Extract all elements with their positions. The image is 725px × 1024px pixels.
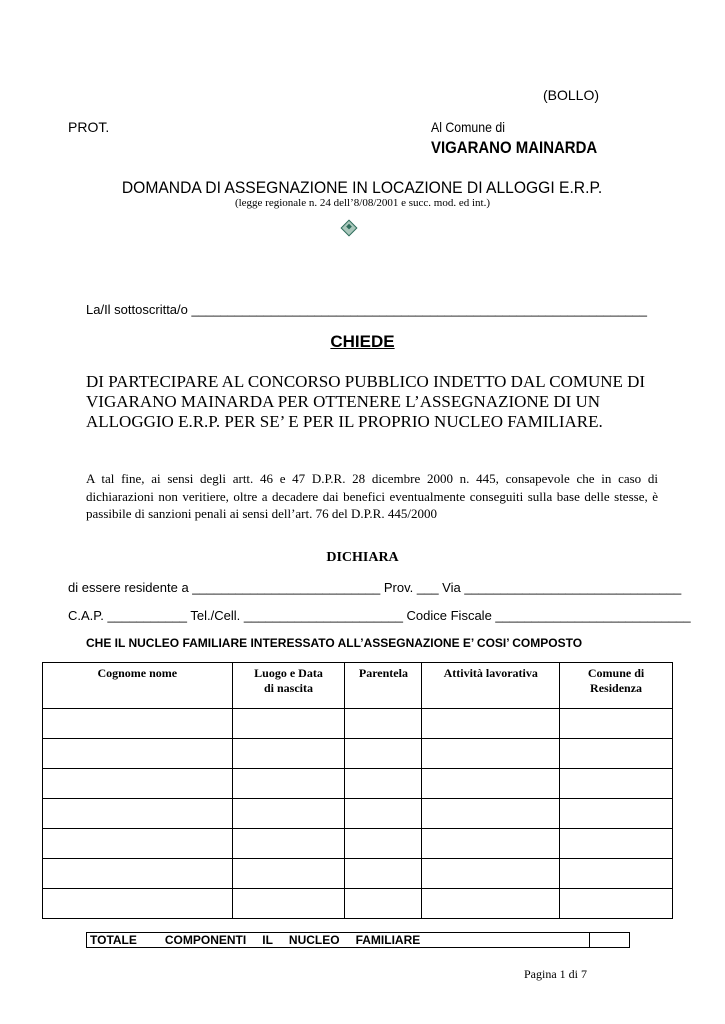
totale-word: IL [262,933,273,947]
totale-word: TOTALE [90,933,137,947]
table-cell[interactable] [560,739,673,769]
page-number: Pagina 1 di 7 [524,967,587,981]
document-title [0,178,725,198]
table-cell[interactable] [345,859,422,889]
table-cell[interactable] [560,889,673,919]
table-cell[interactable] [43,709,233,739]
table-cell[interactable] [232,799,345,829]
table-row [43,859,673,889]
table-cell[interactable] [232,709,345,739]
family-table [42,662,673,919]
table-cell[interactable] [422,859,560,889]
table-cell[interactable] [232,739,345,769]
table-cell[interactable] [345,799,422,829]
contact-line[interactable]: C.A.P. ___________ Tel./Cell. ______________________ Codice Fiscale ___________________________ [68,608,691,623]
table-row [43,889,673,919]
family-heading: CHE IL NUCLEO FAMILIARE INTERESSATO ALL’ASSEGNAZIONE E’ COSI’ COMPOSTO [86,636,583,650]
table-cell[interactable] [43,829,233,859]
bollo-label: (BOLLO) [543,87,600,103]
declaration-text: A tal fine, ai sensi degli artt. 46 e 47 D.P.R. 28 dicembre 2000 n. 445, consapevole che in caso di dichiarazioni non veritiere, oltre a decadere dai benefici eventualmente conseguiti sulla base delle stesse, è passibile di sanzioni penali ai sensi dell’art. 76 del D.P.R. 445/2000 [86,471,658,521]
table-cell[interactable] [43,799,233,829]
applicant-line [86,302,647,317]
totale-word: COMPONENTI [164,933,247,947]
table-cell[interactable] [232,769,345,799]
table-cell[interactable] [345,769,422,799]
table-cell[interactable] [560,769,673,799]
table-cell[interactable] [422,769,560,799]
totale-table [86,932,630,948]
residence-line[interactable]: di essere residente a __________________________ Prov. ___ Via ______________________________ [68,580,682,595]
table-cell[interactable] [422,709,560,739]
table-cell[interactable] [560,859,673,889]
al-comune-label: Al Comune di [431,119,505,135]
table-row [43,799,673,829]
table-row [43,829,673,859]
table-cell[interactable] [43,859,233,889]
chiede-heading: CHIEDE [330,332,395,351]
totale-word: NUCLEO [288,933,340,947]
table-cell[interactable] [232,889,345,919]
table-cell[interactable] [345,829,422,859]
column-header [232,663,345,709]
table-cell[interactable] [232,859,345,889]
table-cell[interactable] [43,739,233,769]
dichiara-heading: DICHIARA [326,550,399,565]
table-cell[interactable] [43,889,233,919]
applicant-name-field[interactable]: _______________________________________________________________ [191,302,648,317]
chiede-paragraph: DI PARTECIPARE AL CONCORSO PUBBLICO INDETTO DAL COMUNE DI VIGARANO MAINARDA PER OTTENERE L’ASSEGNAZIONE DI UN ALLOGGIO E.R.P. PER SE’ E PER IL PROPRIO NUCLEO FAMILIARE. [86,372,646,431]
totale-row [87,933,630,948]
table-cell[interactable] [560,829,673,859]
table-row [43,769,673,799]
column-header-text: Comune di Residenza [587,666,645,695]
family-table-header [43,663,673,709]
column-header [560,663,673,709]
prot-label: PROT. [68,119,110,135]
table-cell[interactable] [560,799,673,829]
table-cell[interactable] [345,709,422,739]
applicant-label: La/Il sottoscritta/o [86,302,188,317]
table-cell[interactable] [560,709,673,739]
document-title-text: DOMANDA DI ASSEGNAZIONE IN LOCAZIONE DI ALLOGGI E.R.P. [122,178,603,197]
column-header: Attività lavorativa [422,663,560,709]
column-header: Cognome nome [43,663,233,709]
table-cell[interactable] [345,889,422,919]
totale-label [87,933,590,948]
table-row [43,739,673,769]
table-cell[interactable] [422,739,560,769]
totale-value-field[interactable] [590,933,630,948]
totale-word: FAMILIARE [355,933,421,947]
table-cell[interactable] [43,769,233,799]
table-cell[interactable] [232,829,345,859]
table-cell[interactable] [345,739,422,769]
table-cell[interactable] [422,829,560,859]
table-cell[interactable] [422,799,560,829]
table-row [43,709,673,739]
document-subtitle: (legge regionale n. 24 dell’8/08/2001 e succ. mod. ed int.) [234,197,491,209]
column-header-text: Luogo e Data di nascita [254,666,323,695]
table-cell[interactable] [422,889,560,919]
comune-name: VIGARANO MAINARDA [431,138,598,157]
column-header: Parentela [345,663,422,709]
diamond-ornament-icon [341,220,358,237]
